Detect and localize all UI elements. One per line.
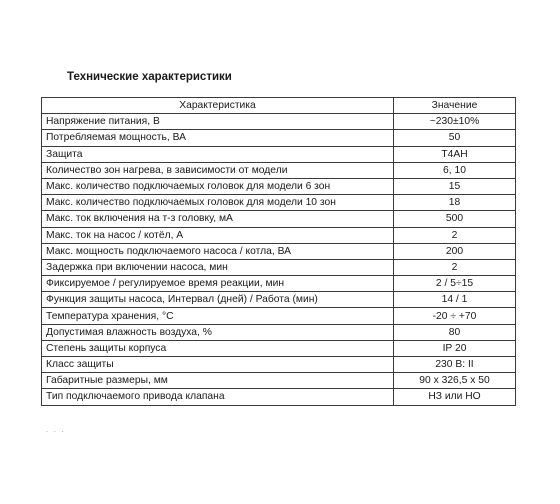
spec-value-cell: -20 ÷ +70 [394,308,516,324]
table-row [42,195,516,211]
table-row [42,114,516,130]
spec-name-cell: Тип подключаемого привода клапана [42,389,394,405]
table-row [42,276,516,292]
spec-name-cell: Допустимая влажность воздуха, % [42,324,394,340]
spec-name-cell: Защита [42,146,394,162]
spec-name-cell: Макс. ток включения на т-з головку, мА [42,211,394,227]
spec-name-cell: Фиксируемое / регулируемое время реакции, мин [42,276,394,292]
spec-value-cell: ~230±10% [394,114,516,130]
table-row [42,308,516,324]
table-row [42,243,516,259]
spec-value-cell: 2 [394,227,516,243]
spec-value-cell: 2 / 5÷15 [394,276,516,292]
table-row [42,373,516,389]
spec-name-cell: Потребляемая мощность, ВА [42,130,394,146]
spec-value-cell: 14 / 1 [394,292,516,308]
specs-table [41,97,516,406]
spec-value-cell: 500 [394,211,516,227]
table-row [42,259,516,275]
spec-name-cell: Габаритные размеры, мм [42,373,394,389]
spec-value-cell: 18 [394,195,516,211]
spec-name-cell: Макс. мощность подключаемого насоса / котла, ВА [42,243,394,259]
spec-value-cell: 15 [394,178,516,194]
table-row [42,324,516,340]
table-row [42,146,516,162]
spec-name-cell: Функция защиты насоса, Интервал (дней) / Работа (мин) [42,292,394,308]
column-header-value: Значение [394,98,516,114]
spec-name-cell: Макс. количество подключаемых головок для модели 6 зон [42,178,394,194]
spec-value-cell: 230 В: II [394,357,516,373]
table-row [42,178,516,194]
column-header-characteristic: Характеристика [42,98,394,114]
table-row [42,130,516,146]
table-row [42,340,516,356]
spec-value-cell: 6, 10 [394,162,516,178]
table-row [42,357,516,373]
spec-name-cell: Степень защиты корпуса [42,340,394,356]
spec-value-cell: IP 20 [394,340,516,356]
footer-mark: . . . [46,427,66,434]
table-row [42,162,516,178]
section-title: Технические характеристики [67,71,232,83]
spec-value-cell: 90 x 326,5 x 50 [394,373,516,389]
table-row [42,211,516,227]
spec-name-cell: Температура хранения, °С [42,308,394,324]
spec-name-cell: Класс защиты [42,357,394,373]
specs-table-body [42,114,516,405]
spec-value-cell: Т4АН [394,146,516,162]
spec-value-cell: НЗ или НО [394,389,516,405]
spec-name-cell: Макс. количество подключаемых головок для модели 10 зон [42,195,394,211]
spec-name-cell: Задержка при включении насоса, мин [42,259,394,275]
spec-value-cell: 80 [394,324,516,340]
spec-value-cell: 50 [394,130,516,146]
spec-name-cell: Напряжение питания, В [42,114,394,130]
spec-name-cell: Количество зон нагрева, в зависимости от модели [42,162,394,178]
table-row [42,227,516,243]
table-row [42,292,516,308]
spec-name-cell: Макс. ток на насос / котёл, А [42,227,394,243]
spec-value-cell: 2 [394,259,516,275]
table-header-row [42,98,516,114]
table-row [42,389,516,405]
spec-value-cell: 200 [394,243,516,259]
